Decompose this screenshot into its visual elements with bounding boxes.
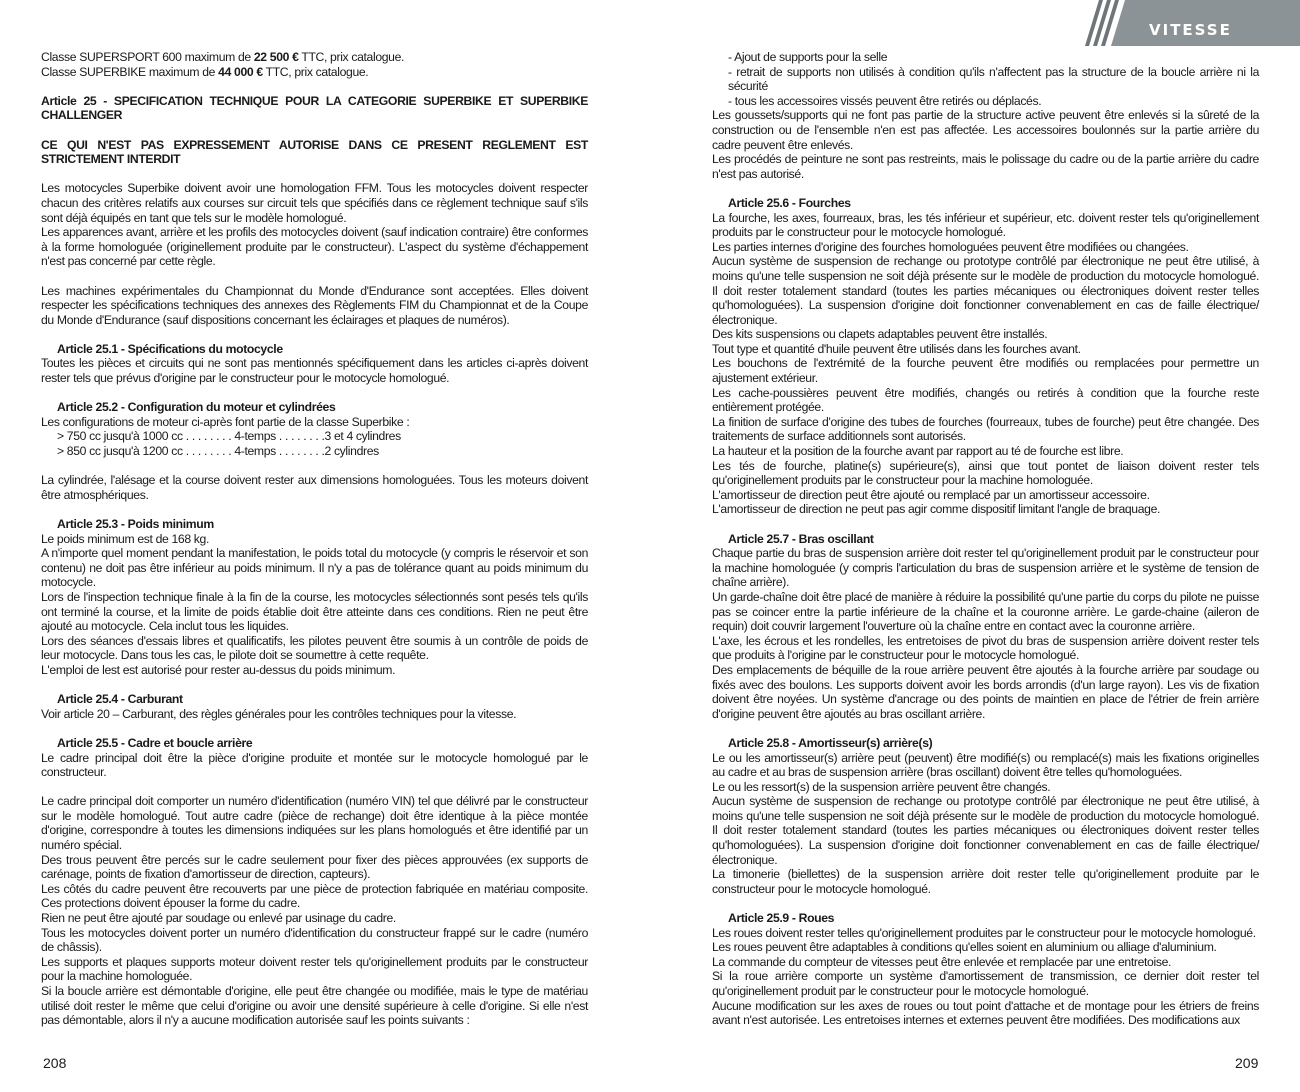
indented-line: > 750 cc jusqu'à 1000 cc . . . . . . . . 4-temps . . . . . . . .3 et 4 cylindres — [57, 429, 401, 444]
page-right-content — [712, 50, 1259, 1028]
article-heading: Article 25 - SPECIFICATION TECHNIQUE POUR LA CATEGORIE SUPERBIKE ET SUPERBIKE CHALLENGER — [41, 93, 588, 123]
paragraph: Les configurations de moteur ci-après font partie de la classe Superbike : — [41, 414, 410, 429]
subarticle-heading: Article 25.7 - Bras oscillant — [728, 531, 874, 546]
subarticle-heading: Article 25.2 - Configuration du moteur et cylindrées — [57, 400, 336, 415]
spacer — [41, 780, 588, 795]
spacer — [41, 502, 588, 517]
indented-line: - Ajout de supports pour la selle — [728, 50, 888, 64]
spacer — [712, 181, 1259, 196]
section-title: VITESSE — [1149, 21, 1232, 39]
spacer — [41, 678, 588, 693]
subarticle-heading: Article 25.5 - Cadre et boucle arrière — [57, 735, 253, 750]
spacer — [712, 517, 1259, 532]
paragraph: Les motocycles Superbike doivent avoir une homologation FFM. Tous les motocycles doivent respecter chacun des critères relatifs aux courses sur circuit tels que spécifiés dans ce règlement technique sauf s'ils sont déjà équipés en tant que tels sur le modèle homologué. Les apparences avant, arrière et les profils des motocycles doivent (sauf indication contraire) être conformes à la forme homologuée (originellement produite par le constructeur). L'aspect du système d'échappement n'est pas concerné par cette règle. — [41, 181, 588, 269]
paragraph: Chaque partie du bras de suspension arrière doit rester tel qu'originellement produit par le constructeur pour la machine homologuée (y compris l'articulation du bras de suspension arrière et le système de tension de chaîne arrière). Un garde-chaîne doit être placé de manière à réduire la possibilité qu'une partie du corps du pilote ne puisse pas se coincer entre la partie inférieure de la chaîne et la couronne arrière. Le garde-chaine (aileron de requin) doit couvrir largement l'ouverture où la chaîne entre en contact avec la couronne arrière. L'axe, les écrous et les rondelles, les entretoises de pivot du bras de suspension arrière doivent rester tels que produits à l'origine par le constructeur pour le motocycle homologué. Des emplacements de béquille de la roue arrière peuvent être ajoutés à la fourche arrière par soudage ou fixés avec des boulons. Les supports doivent avoir les bords arrondis (d'un large rayon). Les vis de fixation doivent être noyées. Un système d'ancrage ou des points de maintien en place de l'étrier de frein arrière d'origine peuvent être ajoutés au bras oscillant arrière. — [712, 546, 1259, 721]
indented-line: > 850 cc jusqu'à 1200 cc . . . . . . . . 4-temps . . . . . . . .2 cylindres — [57, 444, 379, 459]
spacer — [41, 269, 588, 284]
paragraph: Le poids minimum est de 168 kg. A n'importe quel moment pendant la manifestation, le poids total du motocycle (y compris le réservoir et son contenu) ne doit pas être inférieur au poids minimum. Il n'y a pas de tolérance quant au poids minimum du motocycle. Lors de l'inspection technique finale à la fin de la course, les motocycles sélectionnés sont pesés tels qu'ils ont terminé la course, et la limite de poids établie doit être atteinte dans ces conditions. Rien ne peut être ajouté au motocycle. Cela inclut tous les liquides. Lors des séances d'essais libres et qualificatifs, les pilotes peuvent être soumis à un contrôle de poids de leur motocycle. Dans tous les cas, le pilote doit se soumettre à cette requête. L'emploi de lest est autorisé pour rester au-dessus du poids minimum. — [41, 531, 588, 677]
indented-line: - retrait de supports non utilisés à condition qu'ils n'affectent pas la structure de la boucle arrière ni la sécurité — [728, 64, 1259, 94]
spacer — [41, 386, 588, 401]
paragraph: Le cadre principal doit être la pièce d'origine produite et montée sur le motocycle homologué par le constructeur. — [41, 750, 588, 780]
paragraph: Toutes les pièces et circuits qui ne sont pas mentionnés spécifiquement dans les articles ci-après doivent rester tels que prévus d'origine par le constructeur pour le motocycle homologué. — [41, 356, 588, 386]
subarticle-heading: Article 25.3 - Poids minimum — [57, 517, 214, 531]
spacer — [41, 167, 588, 182]
paragraph: Le cadre principal doit comporter un numéro d'identification (numéro VIN) tel que délivré par le constructeur sur le modèle homologué. Tout autre cadre (pièce de rechange) doit être identique à la pièce montée d'origine, correspondre à toutes les dimensions indiquées sur les plans homologués et être identifié par un numéro spécial. Des trous peuvent être percés sur le cadre seulement pour fixer des pièces approuvées (ex supports de carénage, points de fixation d'amortisseur de direction, capteurs). Les côtés du cadre peuvent être recouverts par une pièce de protection fabriquée en matériau composite. Ces protections doivent épouser la forme du cadre. Rien ne peut être ajouté par soudage ou enlevé par usinage du cadre. Tous les motocycles doivent porter un numéro d'identification du constructeur frappé sur le cadre (numéro de châssis). Les supports et plaques supports moteur doivent rester tels qu'originellement produits par le constructeur pour la machine homologuée. Si la boucle arrière est démontable d'origine, elle peut être changée ou modifiée, mais le type de matériau utilisé doit rester le même que celui d'origine ou avoir une densité supérieure à celle d'origine. Si elle n'est pas démontable, alors il n'y a aucune modification autorisée sauf les points suivants : — [41, 794, 588, 1028]
spacer — [41, 459, 588, 474]
subarticle-heading: Article 25.8 - Amortisseur(s) arrière(s) — [728, 735, 933, 750]
spacer — [712, 721, 1259, 736]
page-number-right: 209 — [1235, 1055, 1259, 1071]
paragraph: Classe SUPERSPORT 600 maximum de 22 500 € TTC, prix catalogue. Classe SUPERBIKE maximum de 44 000 € TTC, prix catalogue. — [41, 50, 405, 79]
page-left-content — [41, 50, 588, 1028]
paragraph: Le ou les amortisseur(s) arrière peut (peuvent) être modifié(s) ou remplacé(s) mais les fixations originelles au cadre et au bras de suspension arrière (bras oscillant) doivent être telles qu'homologuées. Le ou les ressort(s) de la suspension arrière peuvent être changés. Aucun système de suspension de rechange ou prototype contrôlé par électronique ne peut être utilisé, à moins qu'une telle suspension ne soit déjà présente sur le modèle de production du motocycle homologué. Il doit rester totalement standard (toutes les parties mécaniques ou électroniques doivent rester telles qu'homologuées). La suspension d'origine doit fonctionner convenablement en cas de faille électrique/électronique. La timonerie (biellettes) de la suspension arrière doit rester telle qu'originellement produite par le constructeur pour le motocycle homologué. — [712, 750, 1259, 896]
spacer — [712, 896, 1259, 911]
subarticle-heading: Article 25.9 - Roues — [728, 911, 835, 926]
subarticle-heading: Article 25.1 - Spécifications du motocycle — [57, 341, 283, 356]
page-right — [712, 0, 1259, 1092]
paragraph: La cylindrée, l'alésage et la course doivent rester aux dimensions homologuées. Tous les moteurs doivent être atmosphériques. — [41, 473, 588, 502]
paragraph: La fourche, les axes, fourreaux, bras, les tés inférieur et supérieur, etc. doivent rester tels qu'originellement produits par le constructeur pour le motocycle homologué. Les parties internes d'origine des fourches homologuées peuvent être modifiées ou changées. Aucun système de suspension de rechange ou prototype contrôlé par électronique ne peut être utilisé, à moins qu'une telle suspension ne soit déjà présente sur le modèle de production du motocycle homologué. Il doit rester totalement standard (toutes les parties mécaniques ou électroniques doivent rester telles qu'homologuées). La suspension d'origine doit fonctionner convenablement en cas de faille électrique/électronique. Des kits suspensions ou clapets adaptables peuvent être installés. Tout type et quantité d'huile peuvent être utilisés dans les fourches avant. Les bouchons de l'extrémité de la fourche peuvent être modifiés ou remplacées pour permettre un ajustement extérieur. Les cache-poussières peuvent être modifiés, changés ou retirés à condition que la fourche reste entièrement protégée. La finition de surface d'origine des tubes de fourches (fourreaux, tubes de fourche) peut être changée. Des traitements de surface additionnels sont autorisés. La hauteur et la position de la fourche avant par rapport au té de fourche est libre. Les tés de fourche, platine(s) supérieure(s), ainsi que tout pontet de liaison doivent rester tels qu'originellement produits par le constructeur pour la machine homologuée. L'amortisseur de direction peut être ajouté ou remplacé par un amortisseur accessoire. L'amortisseur de direction ne peut pas agir comme dispositif limitant l'angle de braquage. — [712, 210, 1259, 517]
indented-line: - tous les accessoires vissés peuvent être retirés ou déplacés. — [728, 93, 1042, 108]
spacer — [41, 721, 588, 736]
subarticle-heading: Article 25.6 - Fourches — [728, 195, 851, 210]
spacer — [41, 327, 588, 342]
subarticle-heading: Article 25.4 - Carburant — [57, 692, 183, 707]
page-number-left: 208 — [43, 1055, 67, 1071]
paragraph: Les goussets/supports qui ne font pas partie de la structure active peuvent être enlevés si la sûreté de la construction ou de l'ensemble n'en est pas affectée. Les accessoires boulonnés sur la partie arrière du cadre peuvent être enlevés. Les procédés de peinture ne sont pas restreints, mais le polissage du cadre ou de la partie arrière du cadre n'est pas autorisé. — [712, 108, 1259, 181]
paragraph: Voir article 20 – Carburant, des règles générales pour les contrôles techniques pour la vitesse. — [41, 706, 517, 721]
page-left — [41, 0, 588, 1092]
paragraph: Les machines expérimentales du Championnat du Monde d'Endurance sont acceptées. Elles doivent respecter les spécifications techniques des annexes des Règlements FIM du Championnat et de la Coupe du Monde d'Endurance (sauf dispositions concernant les éclairages et plaques de numéros). — [41, 283, 588, 327]
spacer — [41, 79, 588, 94]
spacer — [41, 123, 588, 138]
paragraph: Les roues doivent rester telles qu'originellement produites par le constructeur pour le motocycle homologué. Les roues peuvent être adaptables à conditions qu'elles soient en aluminium ou alliage d'aluminium. La commande du compteur de vitesses peut être enlevée et remplacée par une entretoise. Si la roue arrière comporte un système d'amortissement de transmission, ce dernier doit rester tel qu'originellement produit par le constructeur pour le motocycle homologué. Aucune modification sur les axes de roues ou tout point d'attache et de montage pour les étriers de freins avant n'est autorisée. Les entretoises internes et externes peuvent être modifiées. Des modifications aux — [712, 925, 1259, 1028]
article-heading: CE QUI N'EST PAS EXPRESSEMENT AUTORISE DANS CE PRESENT REGLEMENT EST STRICTEMENT INTERDIT — [41, 137, 588, 167]
